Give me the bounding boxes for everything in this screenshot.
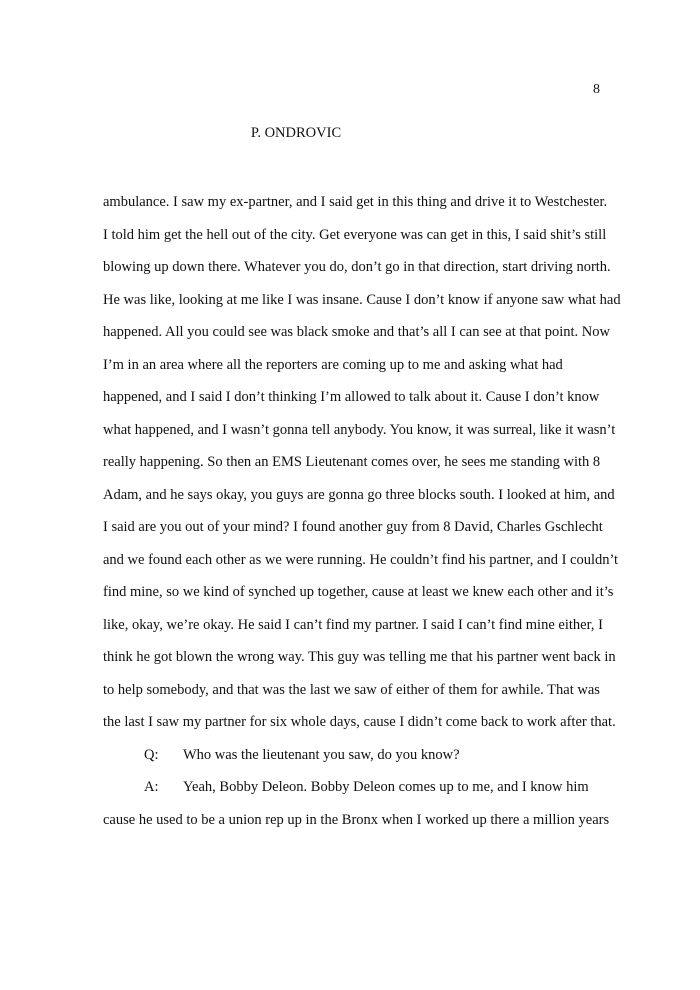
transcript-line: what happened, and I wasn’t gonna tell anybody. You know, it was surreal, like it wasn’t [103, 421, 616, 438]
transcript-line: to help somebody, and that was the last we saw of either of them for awhile. That was [103, 681, 600, 698]
page-number: 8 [593, 82, 600, 97]
transcript-line: think he got blown the wrong way. This guy was telling me that his partner went back in [103, 649, 616, 665]
transcript-line: and we found each other as we were running. He couldn’t find his partner, and I couldn’t [103, 551, 619, 568]
transcript-line: blowing up down there. Whatever you do, don’t go in that direction, start driving north. [103, 259, 611, 275]
page-header-name: P. ONDROVIC [250, 125, 342, 141]
transcript-line: cause he used to be a union rep up in the Bronx when I worked up there a million years [103, 811, 610, 828]
transcript-line: He was like, looking at me like I was insane. Cause I don’t know if anyone saw what had [103, 291, 621, 308]
question-line [103, 739, 603, 772]
transcript-line: Adam, and he says okay, you guys are gonna go three blocks south. I looked at him, and [103, 486, 615, 503]
transcript-line: happened, and I said I don’t thinking I’m allowed to talk about it. Cause I don’t know [103, 389, 600, 405]
transcript-line: ambulance. I saw my ex-partner, and I said get in this thing and drive it to Westchester. [103, 194, 608, 210]
transcript-line: I told him get the hell out of the city. Get everyone was can get in this, I said shit’s still [103, 226, 607, 243]
transcript-line: I said are you out of your mind? I found another guy from 8 David, Charles Gschlecht [103, 519, 603, 535]
transcript-line: like, okay, we’re okay. He said I can’t find my partner. I said I can’t find mine either, I [103, 616, 603, 633]
transcript-line: happened. All you could see was black smoke and that’s all I can see at that point. Now [103, 324, 610, 340]
question-text: Who was the lieutenant you saw, do you know? [183, 746, 460, 763]
transcript-body [103, 186, 621, 836]
transcript-line: the last I saw my partner for six whole days, cause I didn’t come back to work after that. [103, 714, 616, 730]
transcript-line: find mine, so we kind of synched up together, cause at least we knew each other and it’s [103, 584, 614, 600]
answer-label: A: [144, 779, 159, 795]
answer-text: Yeah, Bobby Deleon. Bobby Deleon comes up to me, and I know him [183, 779, 589, 795]
transcript-line: really happening. So then an EMS Lieutenant comes over, he sees me standing with 8 [103, 454, 601, 470]
transcript-line: I’m in an area where all the reporters are coming up to me and asking what had [103, 356, 563, 373]
question-label: Q: [144, 746, 159, 763]
answer-line [103, 771, 603, 804]
